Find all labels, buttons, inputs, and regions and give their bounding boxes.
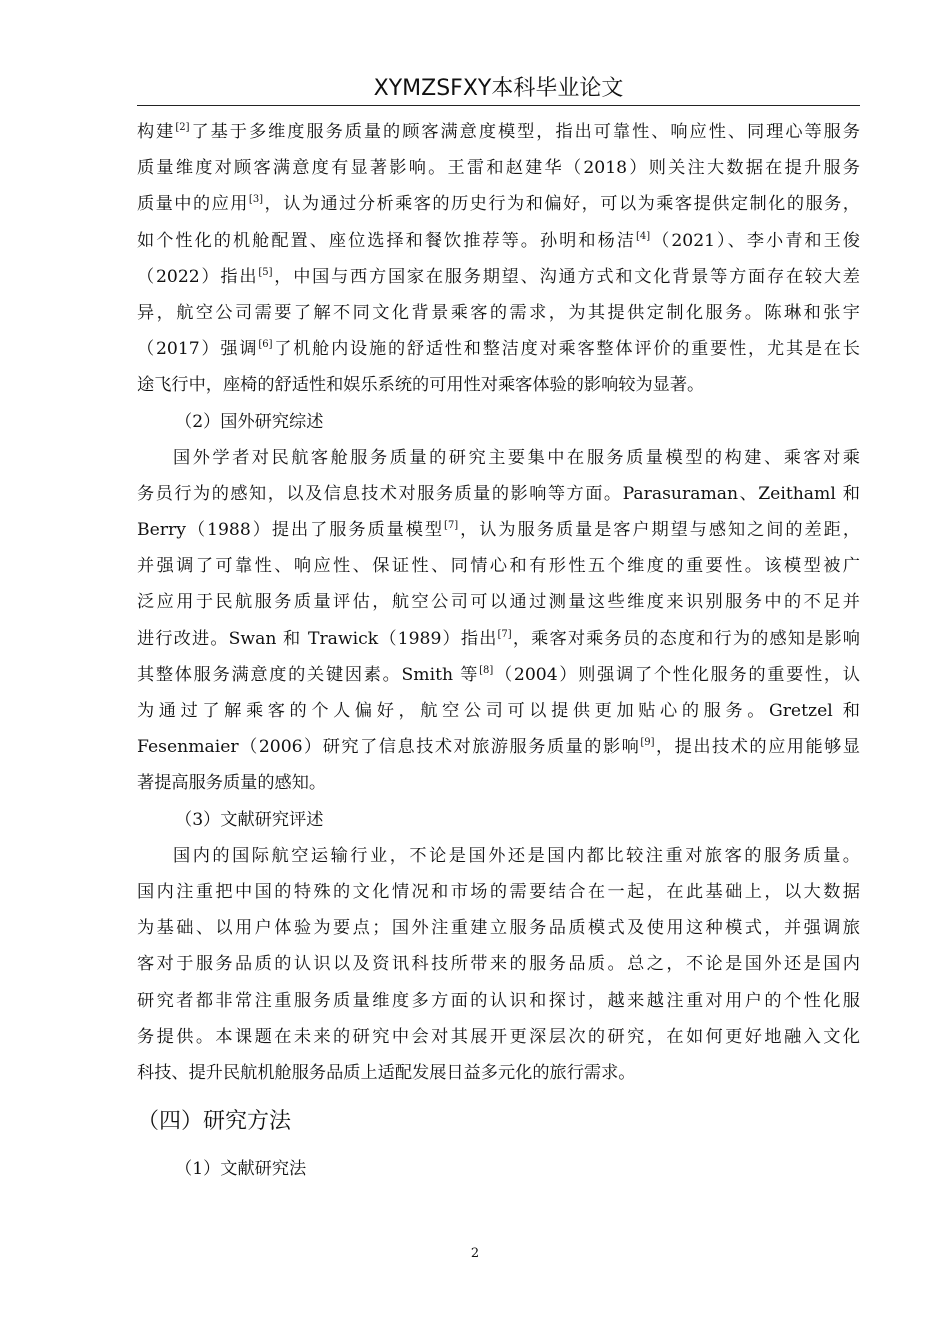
subheading-literature-review: （3）文献研究评述 [175,809,324,830]
text-line: 著提高服务质量的感知。 [137,773,327,794]
text-line: 如个性化的机舱配置、座位选择和餐饮推荐等。孙明和杨洁[4]（2021）、李小青和王俊 [137,230,860,251]
section-heading-research-methods: （四）研究方法 [137,1109,292,1135]
text-line: 其整体服务满意度的关键因素。Smith 等[8]（2004）则强调了个性化服务的重要性，认 [137,664,860,685]
page-header-title: XYMZSFXY本科毕业论文 [373,76,624,101]
text-line: 国内的国际航空运输行业，不论是国外还是国内都比较注重对旅客的服务质量。 [173,845,860,866]
text-line: 国内注重把中国的特殊的文化情况和市场的需要结合在一起，在此基础上，以大数据 [137,881,860,902]
document-body [137,114,860,1187]
text-line: 途飞行中，座椅的舒适性和娱乐系统的可用性对乘客体验的影响较为显著。 [137,375,705,396]
text-line: 质量中的应用[3]，认为通过分析乘客的历史行为和偏好，可以为乘客提供定制化的服务， [137,194,860,215]
paragraph-foreign-research [137,440,860,802]
text-line: Fesenmaier（2006）研究了信息技术对旅游服务质量的影响[9]，提出技术的应用能够显 [137,737,860,758]
text-line: （2022）指出[5]，中国与西方国家在服务期望、沟通方式和文化背景等方面存在较大差 [137,266,860,287]
paragraph-domestic-research [137,114,860,404]
text-line: 质量维度对顾客满意度有显著影响。王雷和赵建华（2018）则关注大数据在提升服务 [137,158,860,179]
text-line: 务提供。本课题在未来的研究中会对其展开更深层次的研究，在如何更好地融入文化 [137,1026,860,1047]
text-line: 异，航空公司需要了解不同文化背景乘客的需求，为其提供定制化服务。陈琳和张宇 [137,302,860,323]
paragraph-literature-review [137,838,860,1091]
text-line: 为基础、以用户体验为要点；国外注重建立服务品质模式及使用这种模式，并强调旅 [137,918,860,939]
page-number: 2 [470,1246,480,1261]
text-line: 泛应用于民航服务质量评估，航空公司可以通过测量这些维度来识别服务中的不足并 [137,592,860,613]
text-line: 科技、提升民航机舱服务品质上适配发展日益多元化的旅行需求。 [137,1062,636,1083]
text-line: 国外学者对民航客舱服务质量的研究主要集中在服务质量模型的构建、乘客对乘 [173,447,860,468]
text-line: Berry（1988）提出了服务质量模型[7]，认为服务质量是客户期望与感知之间的差距， [137,520,860,541]
text-line: 并强调了可靠性、响应性、保证性、同情心和有形性五个维度的重要性。该模型被广 [137,556,860,577]
text-line: 务员行为的感知，以及信息技术对服务质量的影响等方面。Parasuraman、Zeithaml 和 [137,483,860,504]
text-line: 构建[2]了基于多维度服务质量的顾客满意度模型，指出可靠性、响应性、同理心等服务 [137,122,860,142]
header-rule [137,105,860,106]
text-line: 客对于服务品质的认识以及资讯科技所带来的服务品质。总之，不论是国外还是国内 [137,954,860,975]
subheading-literature-method: （1）文献研究法 [175,1159,307,1180]
text-line: （2017）强调[6]了机舱内设施的舒适性和整洁度对乘客整体评价的重要性，尤其是在长 [137,339,860,360]
text-line: 为通过了解乘客的个人偏好，航空公司可以提供更加贴心的服务。Gretzel 和 [137,701,860,721]
text-line: 研究者都非常注重服务质量维度多方面的认识和探讨，越来越注重对用户的个性化服 [137,990,860,1011]
subheading-foreign-research: （2）国外研究综述 [175,411,324,432]
text-line: 进行改进。Swan 和 Trawick（1989）指出[7]，乘客对乘务员的态度和行为的感知是影响 [137,628,860,649]
